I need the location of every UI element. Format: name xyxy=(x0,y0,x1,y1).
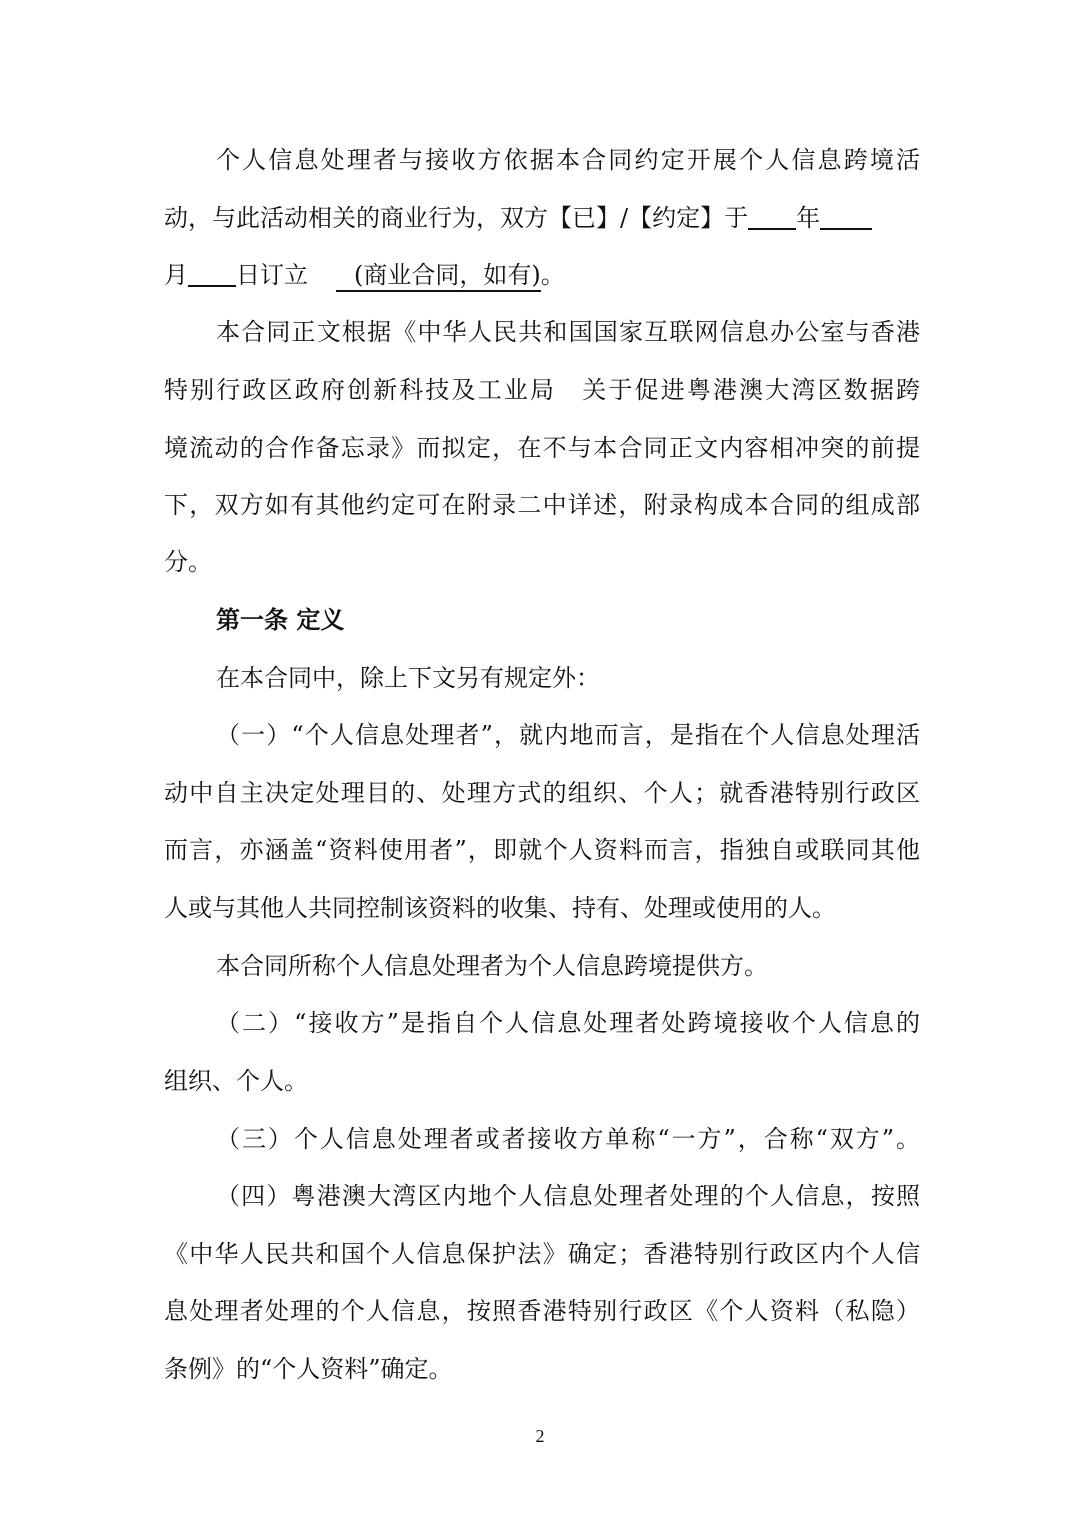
intro-line-1: 个人信息处理者与接收方依据本合同约定开展个人信息跨境活 xyxy=(216,146,920,174)
day-blank xyxy=(188,261,236,287)
definition-3: （三）个人信息处理者或者接收方单称“一方”，合称“双方”。 xyxy=(216,1125,920,1153)
month-blank xyxy=(820,204,872,230)
intro-line-2-text: 动，与此活动相关的商业行为，双方【已】/【约定】于 xyxy=(164,204,749,232)
definition-2-line-2: 组织、个人。 xyxy=(164,1067,308,1095)
basis-line-5: 分。 xyxy=(164,548,212,576)
day-signed-text: 日订立 xyxy=(236,261,308,289)
intro-line-3-suffix: 。 xyxy=(540,261,565,289)
intro-line-2 xyxy=(164,198,920,238)
definition-4-line-4: 条例》的“个人资料”确定。 xyxy=(164,1355,453,1383)
basis-line-3: 境流动的合作备忘录》而拟定，在不与本合同正文内容相冲突的前提 xyxy=(164,434,920,462)
article-1-heading: 第一条 定义 xyxy=(216,605,345,634)
definition-4-line-2: 《中华人民共和国个人信息保护法》确定；香港特别行政区内个人信 xyxy=(164,1240,920,1268)
article-1-lead: 在本合同中，除上下文另有规定外： xyxy=(216,664,600,692)
definition-1-line-4: 人或与其他人共同控制该资料的收集、持有、处理或使用的人。 xyxy=(164,894,836,922)
intro-line-3 xyxy=(164,255,920,295)
basis-line-1: 本合同正文根据《中华人民共和国国家互联网信息办公室与香港 xyxy=(216,318,920,346)
definition-4-line-1: （四）粤港澳大湾区内地个人信息处理者处理的个人信息，按照 xyxy=(216,1182,920,1210)
page-number: 2 xyxy=(535,1426,545,1446)
month-label: 月 xyxy=(164,261,188,289)
definition-4-line-3: 息处理者处理的个人信息，按照香港特别行政区《个人资料（私隐） xyxy=(164,1297,920,1325)
definition-1-line-2: 动中自主决定处理目的、处理方式的组织、个人；就香港特别行政区 xyxy=(164,779,920,807)
definition-2-line-1: （二）“接收方”是指自个人信息处理者处跨境接收个人信息的 xyxy=(216,1009,920,1037)
basis-line-4: 下，双方如有其他约定可在附录二中详述，附录构成本合同的组成部 xyxy=(164,491,920,519)
definition-1-line-3: 而言，亦涵盖“资料使用者”，即就个人资料而言，指独自或联同其他 xyxy=(164,836,920,864)
provider-note: 本合同所称个人信息处理者为个人信息跨境提供方。 xyxy=(216,952,768,980)
year-blank xyxy=(748,204,796,230)
definition-1-line-1: （一）“个人信息处理者”，就内地而言，是指在个人信息处理活 xyxy=(216,721,920,749)
year-label: 年 xyxy=(796,204,821,232)
basis-line-2: 特别行政区政府创新科技及工业局 关于促进粤港澳大湾区数据跨 xyxy=(164,376,920,404)
contract-name-blank: (商业合同，如有) xyxy=(336,260,541,292)
